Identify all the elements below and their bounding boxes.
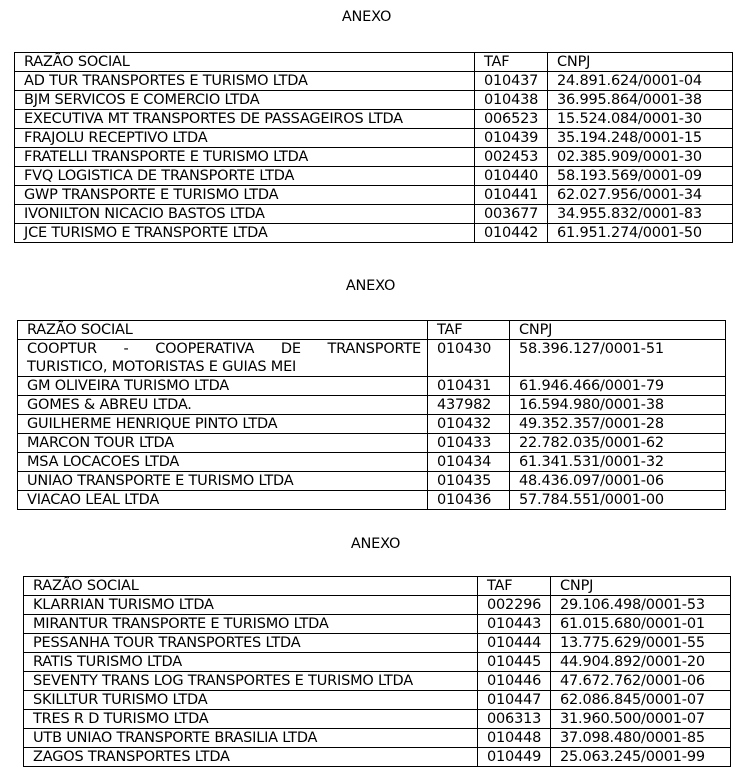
cell-razao-social: MARCON TOUR LTDA [18, 434, 428, 453]
cell-razao-social: FVQ LOGISTICA DE TRANSPORTE LTDA [15, 167, 475, 186]
cell-cnpj: 44.904.892/0001-20 [551, 653, 731, 672]
cell-taf: 010430 [428, 340, 510, 377]
cell-cnpj: 57.784.551/0001-00 [510, 491, 726, 510]
cell-razao-social: ZAGOS TRANSPORTES LTDA [24, 748, 478, 767]
cell-cnpj: 61.015.680/0001-01 [551, 615, 731, 634]
table-row [24, 653, 731, 672]
table-row [18, 377, 726, 396]
header-taf: TAF [428, 321, 510, 340]
table-row [15, 110, 733, 129]
cell-cnpj: 31.960.500/0001-07 [551, 710, 731, 729]
cell-taf: 003677 [475, 205, 548, 224]
cell-cnpj: 49.352.357/0001-28 [510, 415, 726, 434]
cell-razao-social: UNIAO TRANSPORTE E TURISMO LTDA [18, 472, 428, 491]
table-row [18, 396, 726, 415]
cell-cnpj: 62.027.956/0001-34 [548, 186, 733, 205]
cell-taf: 010436 [428, 491, 510, 510]
table-header-row [15, 53, 733, 72]
cell-razao-social: EXECUTIVA MT TRANSPORTES DE PASSAGEIROS LTDA [15, 110, 475, 129]
table-row [18, 453, 726, 472]
cell-taf: 010435 [428, 472, 510, 491]
cell-cnpj: 36.995.864/0001-38 [548, 91, 733, 110]
cell-taf: 006523 [475, 110, 548, 129]
cell-razao-social: GM OLIVEIRA TURISMO LTDA [18, 377, 428, 396]
table-body [18, 321, 726, 510]
header-razao-social: RAZÃO SOCIAL [18, 321, 428, 340]
cell-taf: 010438 [475, 91, 548, 110]
cell-razao-social: UTB UNIAO TRANSPORTE BRASILIA LTDA [24, 729, 478, 748]
cell-razao-social: SEVENTY TRANS LOG TRANSPORTES E TURISMO LTDA [24, 672, 478, 691]
cell-taf: 010440 [475, 167, 548, 186]
cell-razao-social: BJM SERVICOS E COMERCIO LTDA [15, 91, 475, 110]
section-1-title: ANEXO [341, 9, 392, 25]
table-row [24, 596, 731, 615]
cell-razao-social: RATIS TURISMO LTDA [24, 653, 478, 672]
razao-social-line-1: COOPTUR - COOPERATIVA DE TRANSPORTE [27, 341, 421, 357]
table-row [18, 415, 726, 434]
table-row [15, 129, 733, 148]
cell-taf: 006313 [478, 710, 551, 729]
cell-taf: 010441 [475, 186, 548, 205]
cell-cnpj: 15.524.084/0001-30 [548, 110, 733, 129]
cell-cnpj: 35.194.248/0001-15 [548, 129, 733, 148]
cell-razao-social: TRES R D TURISMO LTDA [24, 710, 478, 729]
cell-razao-social: JCE TURISMO E TRANSPORTE LTDA [15, 224, 475, 243]
cell-cnpj: 58.396.127/0001-51 [510, 340, 726, 377]
cell-taf: 010431 [428, 377, 510, 396]
cell-razao-social: MIRANTUR TRANSPORTE E TURISMO LTDA [24, 615, 478, 634]
table-row [24, 748, 731, 767]
cell-cnpj: 13.775.629/0001-55 [551, 634, 731, 653]
table-row [24, 729, 731, 748]
table-row [24, 615, 731, 634]
cell-cnpj: 61.951.274/0001-50 [548, 224, 733, 243]
table-body [15, 53, 733, 243]
header-cnpj: CNPJ [510, 321, 726, 340]
cell-taf: 010448 [478, 729, 551, 748]
table-row [15, 224, 733, 243]
cell-razao-social: GOMES & ABREU LTDA. [18, 396, 428, 415]
cell-taf: 002453 [475, 148, 548, 167]
cell-razao-social: SKILLTUR TURISMO LTDA [24, 691, 478, 710]
cell-taf: 010447 [478, 691, 551, 710]
cell-taf: 002296 [478, 596, 551, 615]
razao-social-line-2: TURISTICO, MOTORISTAS E GUIAS MEI [27, 359, 297, 375]
cell-cnpj: 22.782.035/0001-62 [510, 434, 726, 453]
cell-taf: 010442 [475, 224, 548, 243]
table-row [15, 72, 733, 91]
cell-taf: 010432 [428, 415, 510, 434]
cell-cnpj: 29.106.498/0001-53 [551, 596, 731, 615]
cell-cnpj: 02.385.909/0001-30 [548, 148, 733, 167]
table-row [18, 434, 726, 453]
header-cnpj: CNPJ [551, 577, 731, 596]
cell-cnpj: 47.672.762/0001-06 [551, 672, 731, 691]
cell-razao-social: FRAJOLU RECEPTIVO LTDA [15, 129, 475, 148]
section-3-table [23, 576, 731, 767]
cell-cnpj: 24.891.624/0001-04 [548, 72, 733, 91]
cell-cnpj: 16.594.980/0001-38 [510, 396, 726, 415]
cell-taf: 010443 [478, 615, 551, 634]
cell-razao-social: AD TUR TRANSPORTES E TURISMO LTDA [15, 72, 475, 91]
table-row [15, 205, 733, 224]
cell-cnpj: 62.086.845/0001-07 [551, 691, 731, 710]
header-cnpj: CNPJ [548, 53, 733, 72]
cell-razao-social: GWP TRANSPORTE E TURISMO LTDA [15, 186, 475, 205]
header-taf: TAF [475, 53, 548, 72]
cell-cnpj: 34.955.832/0001-83 [548, 205, 733, 224]
cell-taf: 010434 [428, 453, 510, 472]
cell-taf: 010446 [478, 672, 551, 691]
cell-taf: 010433 [428, 434, 510, 453]
section-1-table [14, 52, 733, 243]
table-row [18, 340, 726, 377]
table-body [24, 577, 731, 767]
cell-razao-social: IVONILTON NICACIO BASTOS LTDA [15, 205, 475, 224]
cell-cnpj: 58.193.569/0001-09 [548, 167, 733, 186]
header-razao-social: RAZÃO SOCIAL [24, 577, 478, 596]
section-3-title: ANEXO [350, 536, 401, 552]
table-header-row [18, 321, 726, 340]
cell-cnpj: 48.436.097/0001-06 [510, 472, 726, 491]
table-row [24, 634, 731, 653]
table-row [15, 167, 733, 186]
table-row [18, 472, 726, 491]
header-taf: TAF [478, 577, 551, 596]
cell-taf: 010445 [478, 653, 551, 672]
table-row [24, 710, 731, 729]
table-row [24, 672, 731, 691]
cell-cnpj: 25.063.245/0001-99 [551, 748, 731, 767]
table-row [24, 691, 731, 710]
section-2-title: ANEXO [345, 278, 396, 294]
table-row [15, 148, 733, 167]
table-row [15, 91, 733, 110]
cell-razao-social: KLARRIAN TURISMO LTDA [24, 596, 478, 615]
cell-taf: 437982 [428, 396, 510, 415]
cell-cnpj: 37.098.480/0001-85 [551, 729, 731, 748]
cell-razao-social: PESSANHA TOUR TRANSPORTES LTDA [24, 634, 478, 653]
section-2-table [17, 320, 726, 510]
cell-taf: 010437 [475, 72, 548, 91]
cell-taf: 010444 [478, 634, 551, 653]
header-razao-social: RAZÃO SOCIAL [15, 53, 475, 72]
cell-razao-social: GUILHERME HENRIQUE PINTO LTDA [18, 415, 428, 434]
cell-taf: 010449 [478, 748, 551, 767]
cell-razao-social: FRATELLI TRANSPORTE E TURISMO LTDA [15, 148, 475, 167]
table-header-row [24, 577, 731, 596]
cell-cnpj: 61.946.466/0001-79 [510, 377, 726, 396]
cell-razao-social: MSA LOCACOES LTDA [18, 453, 428, 472]
cell-razao-social [18, 340, 428, 377]
cell-razao-social: VIACAO LEAL LTDA [18, 491, 428, 510]
table-row [18, 491, 726, 510]
cell-cnpj: 61.341.531/0001-32 [510, 453, 726, 472]
cell-taf: 010439 [475, 129, 548, 148]
table-row [15, 186, 733, 205]
